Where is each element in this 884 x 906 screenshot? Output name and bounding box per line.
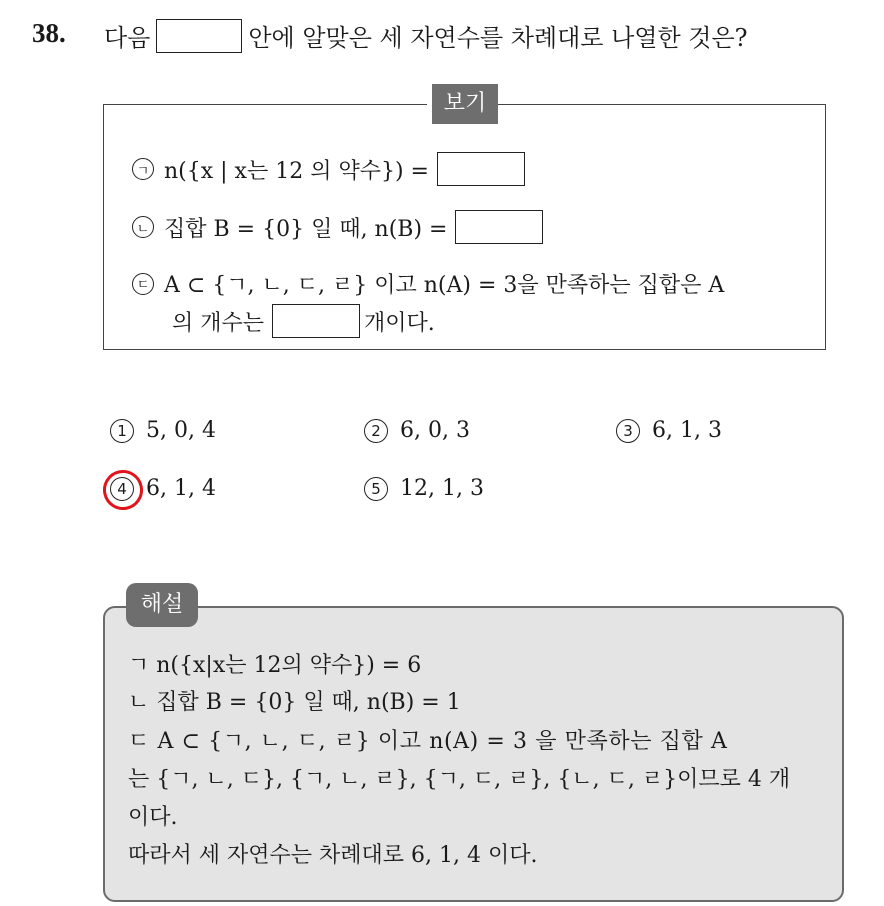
- bogi-item-3: [132, 268, 724, 299]
- choice-1-text: 5, 0, 4: [146, 418, 216, 443]
- explanation-label: 해설: [126, 583, 198, 627]
- choice-2-text: 6, 0, 3: [400, 418, 470, 443]
- choice-4[interactable]: [110, 476, 216, 501]
- choice-4-number-icon: [110, 477, 134, 501]
- bogi-item-3-cont: [172, 304, 435, 338]
- explanation-line-2: ㄴ 집합 B = {0} 일 때, n(B) = 1: [128, 690, 461, 715]
- bogi-blank-3: [272, 304, 360, 338]
- choice-3-text: 6, 1, 3: [652, 418, 722, 443]
- marker-nieun-icon: ㄴ: [132, 216, 154, 238]
- choice-5[interactable]: [364, 476, 484, 501]
- bogi-item-1-text: n({x | x는 12 의 약수}) =: [164, 158, 429, 184]
- bogi-item-2: [132, 210, 543, 244]
- question-prompt: [104, 18, 748, 53]
- explanation-line-6: 따라서 세 자연수는 차례대로 6, 1, 4 이다.: [128, 843, 538, 868]
- choice-5-number-icon: 5: [364, 477, 388, 501]
- marker-giyeok-icon: ㄱ: [132, 158, 154, 180]
- bogi-item-3-text: A ⊂ {ㄱ, ㄴ, ㄷ, ㄹ} 이고 n(A) = 3을 만족하는 집합은 A: [164, 273, 725, 298]
- choice-3-number-icon: 3: [616, 419, 640, 443]
- marker-digeut-icon: ㄷ: [132, 273, 154, 295]
- answer-blank: [156, 19, 242, 53]
- choice-5-text: 12, 1, 3: [400, 476, 484, 501]
- bogi-item-1: [132, 152, 525, 186]
- choice-4-text: 6, 1, 4: [146, 476, 216, 501]
- bogi-item-3-text3: 개이다.: [364, 310, 435, 336]
- choice-1-number-icon: 1: [110, 419, 134, 443]
- bogi-item-3-text2: 의 개수는: [172, 310, 265, 336]
- bogi-blank-1: [437, 152, 525, 186]
- choice-3[interactable]: [616, 418, 722, 443]
- selected-mark-icon: [99, 466, 146, 513]
- explanation-line-5: 이다.: [128, 805, 178, 830]
- prompt-before: 다음: [104, 24, 151, 52]
- choice-2[interactable]: [364, 418, 470, 443]
- choice-1[interactable]: [110, 418, 216, 443]
- choice-4-num: 4: [117, 479, 127, 498]
- explanation-line-1: ㄱ n({x|x는 12의 약수}) = 6: [128, 653, 422, 678]
- explanation-line-3: ㄷ A ⊂ {ㄱ, ㄴ, ㄷ, ㄹ} 이고 n(A) = 3 을 만족하는 집합 A: [128, 729, 728, 754]
- bogi-blank-2: [455, 210, 543, 244]
- question-number: 38.: [32, 18, 66, 48]
- bogi-item-2-text: 집합 B = {0} 일 때, n(B) =: [164, 216, 448, 242]
- explanation-line-4: 는 {ㄱ, ㄴ, ㄷ}, {ㄱ, ㄴ, ㄹ}, {ㄱ, ㄷ, ㄹ}, {ㄴ, ㄷ, ㄹ}이므로 4 개: [128, 767, 791, 792]
- prompt-after: 안에 알맞은 세 자연수를 차례대로 나열한 것은?: [248, 24, 748, 52]
- bogi-label: 보기: [432, 84, 498, 124]
- choice-2-number-icon: 2: [364, 419, 388, 443]
